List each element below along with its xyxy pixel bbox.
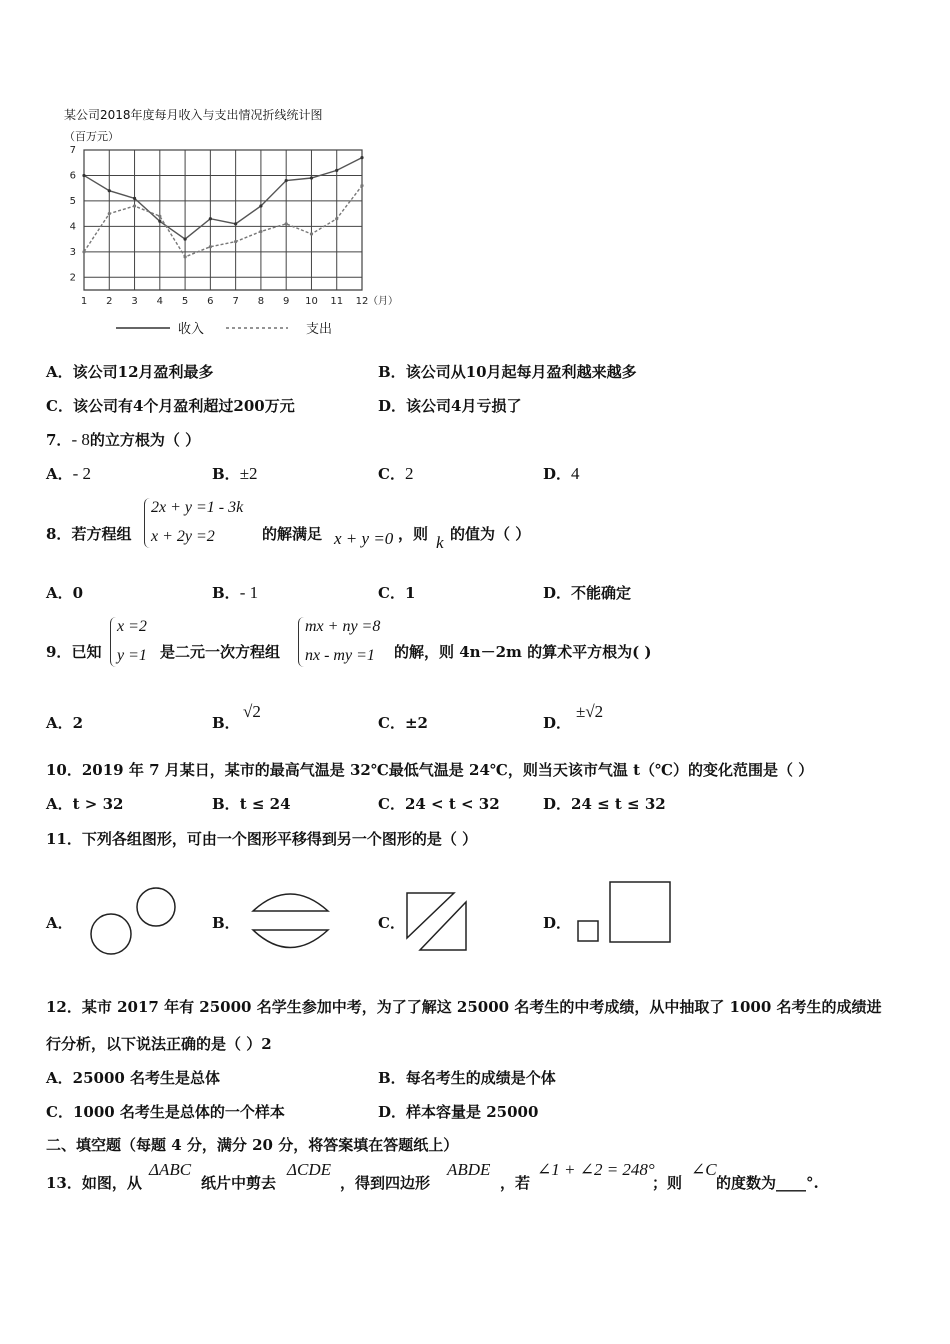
data-point bbox=[360, 156, 363, 159]
data-point bbox=[234, 222, 237, 225]
q9-option-b-value: √2 bbox=[243, 702, 261, 721]
q13-text-5: ；则 bbox=[652, 1174, 683, 1192]
q9-number: 9．已知 bbox=[46, 643, 102, 661]
q9-sol2: y =1 bbox=[117, 647, 147, 664]
q6-option-d[interactable]: D．该公司4月亏损了 bbox=[378, 397, 522, 415]
q11-option-d[interactable]: D． bbox=[543, 914, 572, 932]
data-point bbox=[360, 184, 363, 187]
q13-text-2: 纸片中剪去 bbox=[201, 1174, 277, 1192]
q9-eq2: nx - my =1 bbox=[305, 647, 375, 664]
q11-figure-a-circles bbox=[86, 882, 186, 962]
series-line-收入 bbox=[84, 158, 362, 239]
data-point bbox=[285, 222, 288, 225]
q9-suffix: 的解，则 4n－2m 的算术平方根为( ) bbox=[394, 643, 652, 661]
x-tick-label: 1 bbox=[80, 296, 88, 307]
q11-stem: 11．下列各组图形，可由一个图形平移得到另一个图形的是（ ） bbox=[46, 830, 478, 848]
q10-option-d[interactable]: D．24 ≤ t ≤ 32 bbox=[543, 795, 666, 813]
x-tick-label: 9 bbox=[282, 296, 290, 307]
q13-text-3: ，得到四边形 bbox=[340, 1174, 431, 1192]
y-tick-label: 4 bbox=[69, 221, 76, 233]
q11-option-c[interactable]: C． bbox=[378, 914, 405, 932]
q11-figure-b-segments bbox=[248, 885, 338, 955]
q9-option-d[interactable]: D． bbox=[543, 714, 572, 732]
data-point bbox=[133, 197, 136, 200]
q10-option-a[interactable]: A．t > 32 bbox=[46, 795, 124, 813]
y-tick-label: 3 bbox=[69, 246, 76, 258]
q7-option-b[interactable]: B．±2 bbox=[212, 464, 258, 483]
data-point bbox=[234, 240, 237, 243]
q10-stem: 10．2019 年 7 月某日，某市的最高气温是 32℃最低气温是 24℃，则当天该市气温 t（℃）的变化范围是（ ） bbox=[46, 761, 814, 779]
data-point bbox=[310, 232, 313, 235]
q9-mid: 是二元一次方程组 bbox=[160, 643, 281, 661]
data-point bbox=[259, 204, 262, 207]
q6-option-a[interactable]: A．该公司12月盈利最多 bbox=[46, 363, 214, 381]
chart-title: 某公司2018年度每月收入与支出情况折线统计图 bbox=[64, 108, 323, 122]
data-point bbox=[133, 204, 136, 207]
section2-title: 二、填空题（每题 4 分，满分 20 分，将答案填在答题纸上） bbox=[46, 1136, 459, 1154]
data-point bbox=[82, 174, 85, 177]
x-tick-label: 10 bbox=[305, 296, 318, 307]
y-tick-label: 6 bbox=[69, 170, 76, 182]
circle-large bbox=[91, 914, 131, 954]
q13-math-abc: ΔABC bbox=[149, 1160, 192, 1179]
data-point bbox=[335, 217, 338, 220]
q13-math-angle-c: ∠C bbox=[691, 1160, 717, 1179]
data-point bbox=[108, 212, 111, 215]
q7-stem: 7．- 8的立方根为（ ） bbox=[46, 430, 201, 449]
data-point bbox=[259, 230, 262, 233]
q8-option-c[interactable]: C．1 bbox=[378, 584, 416, 602]
q8-option-b[interactable]: B．- 1 bbox=[212, 583, 259, 602]
x-tick-label: 11 bbox=[330, 296, 344, 307]
triangle-lower bbox=[420, 902, 466, 950]
q9-brace-solution bbox=[110, 617, 117, 667]
data-point bbox=[183, 237, 186, 240]
q13-math-abde: ABDE bbox=[447, 1160, 491, 1179]
q12-stem-line1: 12．某市 2017 年有 25000 名学生参加中考，为了了解这 25000 名考生的中考成绩，从中抽取了 1000 名考生的成绩进 bbox=[46, 998, 882, 1016]
legend-label-expense: 支出 bbox=[306, 322, 333, 337]
q13-math-cde: ΔCDE bbox=[287, 1160, 331, 1179]
x-tick-label: 6 bbox=[207, 296, 214, 307]
data-point bbox=[209, 245, 212, 248]
q7-option-c[interactable]: C．2 bbox=[378, 464, 414, 483]
q6-option-b[interactable]: B．该公司从10月起每月盈利越来越多 bbox=[378, 363, 637, 381]
q9-sol1: x =2 bbox=[117, 618, 147, 635]
q13-text-6: 的度数为____°. bbox=[716, 1174, 819, 1192]
q8-brace bbox=[144, 498, 151, 548]
q11-figure-c-triangles bbox=[404, 890, 474, 954]
x-tick-label: 8 bbox=[257, 296, 265, 307]
segment-top bbox=[253, 894, 328, 911]
q8-mid: 的解满足 bbox=[262, 525, 323, 543]
q9-eq1: mx + ny =8 bbox=[305, 618, 381, 635]
q8-suffix: 的值为（ ） bbox=[450, 525, 531, 543]
chart-ylabel: （百万元） bbox=[64, 130, 119, 143]
data-point bbox=[108, 189, 111, 192]
legend-label-income: 收入 bbox=[178, 322, 205, 337]
x-tick-label: 5 bbox=[181, 296, 189, 307]
q11-figure-d-squares bbox=[576, 880, 676, 950]
q13-math-angles: ∠1 + ∠2 = 248° bbox=[537, 1160, 655, 1179]
q9-option-a[interactable]: A．2 bbox=[46, 714, 84, 732]
q9-option-c[interactable]: C．±2 bbox=[378, 714, 428, 732]
q9-brace-system bbox=[298, 617, 305, 667]
q11-option-b[interactable]: B． bbox=[212, 914, 240, 932]
q10-option-b[interactable]: B．t ≤ 24 bbox=[212, 795, 291, 813]
q9-option-d-value: ±√2 bbox=[576, 702, 604, 721]
x-tick-label: 7 bbox=[232, 296, 239, 307]
q8-var-k: k bbox=[436, 533, 444, 552]
plot-frame bbox=[84, 150, 362, 290]
q8-comma: ，则 bbox=[398, 525, 429, 543]
q8-option-d[interactable]: D．不能确定 bbox=[543, 584, 632, 602]
q7-option-d[interactable]: D．4 bbox=[543, 464, 580, 483]
x-tick-label: 12 bbox=[355, 296, 369, 307]
square-large bbox=[610, 882, 670, 942]
x-tick-label: 3 bbox=[131, 296, 138, 307]
triangle-upper bbox=[407, 893, 454, 938]
q10-option-c[interactable]: C．24 < t < 32 bbox=[378, 795, 500, 813]
q12-option-c[interactable]: C．1000 名考生是总体的一个样本 bbox=[46, 1103, 285, 1121]
data-point bbox=[335, 169, 338, 172]
y-tick-label: 5 bbox=[69, 195, 76, 207]
q12-stem-line2: 行分析，以下说法正确的是（ ）2 bbox=[46, 1035, 272, 1053]
q12-option-d[interactable]: D．样本容量是 25000 bbox=[378, 1103, 539, 1121]
q12-option-b[interactable]: B．每名考生的成绩是个体 bbox=[378, 1069, 556, 1087]
y-tick-label: 7 bbox=[69, 145, 76, 156]
x-axis-label: （月） bbox=[368, 296, 398, 307]
q11-option-a[interactable]: A． bbox=[46, 914, 73, 932]
line-chart bbox=[50, 140, 470, 370]
y-tick-label: 2 bbox=[69, 272, 76, 284]
data-point bbox=[209, 217, 212, 220]
q8-option-a[interactable]: A．0 bbox=[46, 584, 84, 602]
q13-text-4: ，若 bbox=[500, 1174, 531, 1192]
data-point bbox=[158, 220, 161, 223]
square-small bbox=[578, 921, 598, 941]
segment-bottom bbox=[253, 930, 328, 948]
data-point bbox=[285, 179, 288, 182]
circle-small bbox=[137, 888, 175, 926]
data-point bbox=[82, 250, 85, 253]
q8-number: 8．若方程组 bbox=[46, 525, 132, 543]
q8-condition: x + y =0 bbox=[334, 529, 394, 548]
x-tick-label: 4 bbox=[156, 296, 164, 307]
x-tick-label: 2 bbox=[106, 296, 113, 307]
data-point bbox=[158, 215, 161, 218]
q8-eq1: 2x + y =1 - 3k bbox=[151, 499, 244, 516]
q7-option-a[interactable]: A．- 2 bbox=[46, 464, 92, 483]
data-point bbox=[183, 255, 186, 258]
data-point bbox=[310, 176, 313, 179]
q9-option-b[interactable]: B． bbox=[212, 714, 240, 732]
q12-option-a[interactable]: A．25000 名考生是总体 bbox=[46, 1069, 221, 1087]
q13-number: 13．如图，从 bbox=[46, 1174, 142, 1192]
q8-eq2: x + 2y =2 bbox=[151, 528, 215, 545]
q6-option-c[interactable]: C．该公司有4个月盈利超过200万元 bbox=[46, 397, 295, 415]
